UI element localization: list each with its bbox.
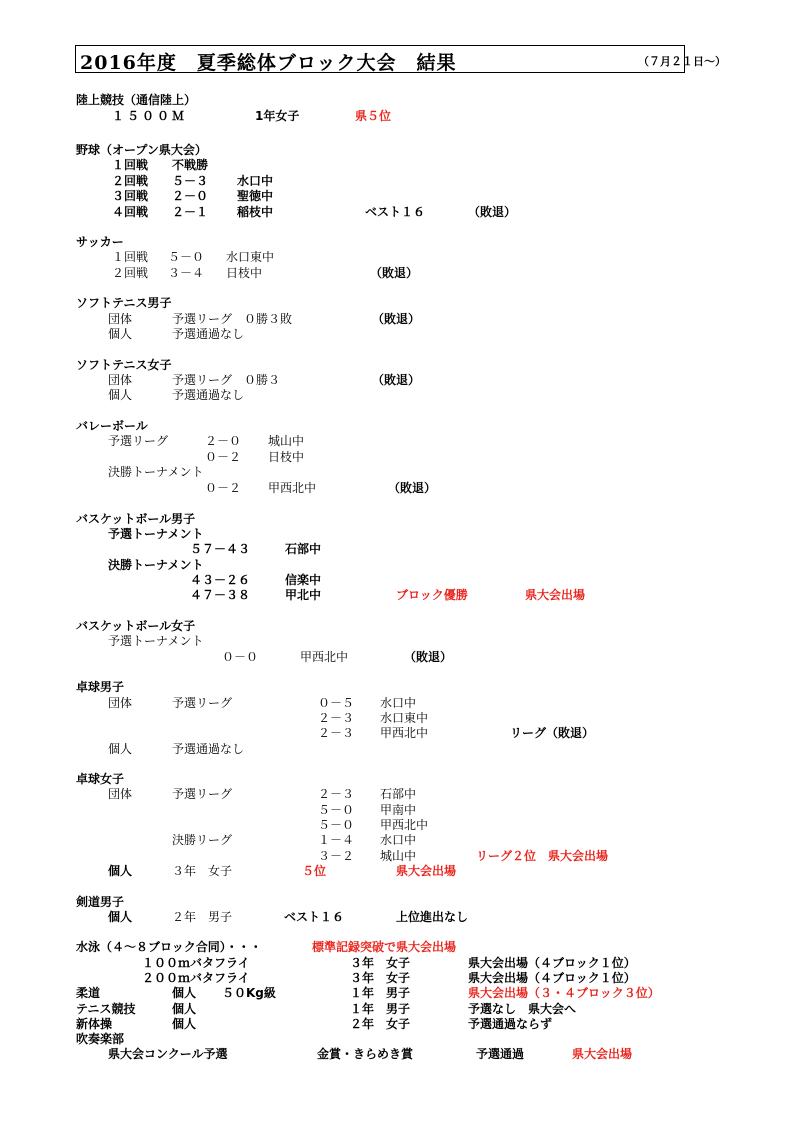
baseball-lost: （敗退） — [468, 205, 517, 219]
track-result: 県５位 — [355, 109, 392, 123]
tennis-indiv: 個人 — [172, 1002, 197, 1016]
band-pref: 県大会出場 — [572, 1047, 633, 1061]
kendo-result: 上位進出なし — [396, 910, 469, 924]
tennis-grade: １年 男子 — [350, 1002, 411, 1016]
tt-girls-score: ５－０ — [318, 803, 355, 817]
tt-girls-opponent: 城山中 — [380, 849, 417, 863]
swim-note: 標準記録突破で県大会出場 — [312, 940, 457, 954]
kendo-grade: ２年 男子 — [172, 910, 233, 924]
band-contest: 県大会コンクール予選 — [108, 1047, 228, 1061]
tt-girls-heading: 卓球女子 — [76, 772, 125, 786]
volleyball-opponent: 城山中 — [268, 434, 305, 448]
tt-boys-opponent: 甲西北中 — [380, 726, 429, 740]
tt-girls-prelim: 予選リーグ — [172, 787, 233, 801]
bb-boys-score: ４３－２６ — [190, 573, 251, 587]
tennis-result: 予選なし 県大会へ — [468, 1002, 577, 1016]
bb-boys-opponent: 信楽中 — [285, 573, 322, 587]
track-event: １５００Ｍ — [112, 109, 188, 123]
gym-result: 予選通過ならず — [468, 1017, 553, 1031]
bb-girls-score: ０－０ — [222, 650, 259, 664]
tennis-boys-heading: ソフトテニス男子 — [76, 296, 172, 310]
baseball-score: ２－１ — [172, 205, 209, 219]
tt-boys-score: ０－５ — [318, 696, 355, 710]
tt-boys-opponent: 水口東中 — [380, 711, 429, 725]
baseball-round: ３回戦 — [112, 189, 149, 203]
volleyball-lost: （敗退） — [388, 481, 437, 495]
baseball-opponent: 聖徳中 — [237, 189, 274, 203]
baseball-opponent: 稲枝中 — [237, 205, 274, 219]
bb-boys-opponent: 甲北中 — [285, 588, 322, 602]
bb-boys-pref: 県大会出場 — [525, 588, 586, 602]
kendo-best: ベスト１６ — [284, 910, 345, 924]
volleyball-score: ０－２ — [205, 450, 242, 464]
tennis-girls-heading: ソフトテニス女子 — [76, 358, 172, 372]
swim-result: 県大会出場（４ブロック１位） — [468, 971, 636, 985]
tennis-girls-lost: （敗退） — [372, 373, 421, 387]
tt-girls-opponent: 石部中 — [380, 787, 417, 801]
gym-name: 新体操 — [76, 1017, 113, 1031]
tt-boys-opponent: 水口中 — [380, 696, 417, 710]
soccer-round: １回戦 — [112, 250, 149, 264]
baseball-score: ２－０ — [172, 189, 209, 203]
tt-girls-indiv-rank: ５位 — [302, 864, 327, 878]
volleyball-prelim: 予選リーグ — [108, 434, 169, 448]
baseball-round: ２回戦 — [112, 174, 149, 188]
tennis-girls-team: 団体 — [108, 373, 133, 387]
volleyball-score: ０－２ — [205, 481, 242, 495]
tennis-girls-team-result: 予選リーグ ０勝３ — [172, 373, 281, 387]
tt-boys-league: リーグ（敗退） — [510, 726, 595, 740]
tt-girls-score: ５－０ — [318, 818, 355, 832]
judo-name: 柔道 — [76, 986, 101, 1000]
tt-boys-prelim: 予選リーグ — [172, 696, 233, 710]
bb-girls-lost: （敗退） — [404, 650, 453, 664]
swim-result: 県大会出場（４ブロック１位） — [468, 956, 636, 970]
tennis-boys-team: 団体 — [108, 312, 133, 326]
tennis-boys-indiv: 個人 — [108, 327, 133, 341]
tt-boys-team: 団体 — [108, 696, 133, 710]
tennis-name: テニス競技 — [76, 1002, 136, 1016]
swim-event: ２００ｍバタフライ — [142, 971, 250, 985]
tt-girls-indiv: 個人 — [108, 864, 133, 878]
tennis-girls-indiv: 個人 — [108, 388, 133, 402]
baseball-opponent: 水口中 — [237, 174, 274, 188]
tt-boys-heading: 卓球男子 — [76, 680, 125, 694]
gym-indiv: 個人 — [172, 1017, 197, 1031]
bb-boys-score: ４７－３８ — [190, 588, 251, 602]
soccer-round: ２回戦 — [112, 266, 149, 280]
volleyball-opponent: 甲西北中 — [268, 481, 317, 495]
swim-grade: ３年 女子 — [350, 971, 411, 985]
soccer-heading: サッカー — [76, 235, 124, 249]
tennis-boys-team-result: 予選リーグ ０勝３敗 — [172, 312, 293, 326]
page-date: （７月２１日～） — [638, 55, 726, 68]
bb-boys-final: 決勝トーナメント — [108, 558, 204, 572]
soccer-opponent: 日枝中 — [226, 266, 263, 280]
bb-boys-opponent: 石部中 — [285, 542, 322, 556]
soccer-lost: （敗退） — [370, 266, 419, 280]
tt-girls-opponent: 水口中 — [380, 833, 417, 847]
volleyball-score: ２－０ — [205, 434, 242, 448]
volleyball-opponent: 日枝中 — [268, 450, 305, 464]
tennis-boys-lost: （敗退） — [372, 312, 421, 326]
bb-boys-prelim: 予選トーナメント — [108, 527, 204, 541]
page-title: 2016年度 夏季総体ブロック大会 結果 — [80, 52, 457, 74]
swim-event: １００ｍバタフライ — [142, 956, 250, 970]
title-box — [75, 45, 726, 74]
tennis-boys-indiv-result: 予選通過なし — [172, 327, 245, 341]
tt-girls-indiv-pref: 県大会出場 — [396, 864, 457, 878]
kendo-heading: 剣道男子 — [76, 895, 125, 909]
soccer-score: ３－４ — [168, 266, 205, 280]
band-heading: 吹奏楽部 — [76, 1032, 125, 1046]
tt-boys-indiv-result: 予選通過なし — [172, 742, 245, 756]
baseball-round: １回戦 — [112, 158, 149, 172]
tt-girls-opponent: 甲西北中 — [380, 818, 429, 832]
tt-boys-score: ２－３ — [318, 726, 355, 740]
tt-girls-indiv-grade: ３年 女子 — [172, 864, 233, 878]
swim-grade: ３年 女子 — [350, 956, 411, 970]
baseball-heading: 野球（オープン県大会） — [76, 143, 207, 157]
volleyball-heading: バレーボール — [76, 419, 148, 433]
tt-boys-indiv: 個人 — [108, 742, 133, 756]
swim-heading: 水泳（４～８ブロック合同）・・・ — [76, 940, 262, 954]
band-pass: 予選通過 — [476, 1047, 525, 1061]
bb-boys-heading: バスケットボール男子 — [76, 512, 196, 526]
tt-girls-score: ３－２ — [318, 849, 355, 863]
tt-girls-score: ２－３ — [318, 787, 355, 801]
kendo-indiv: 個人 — [108, 910, 133, 924]
baseball-best: ベスト１６ — [365, 205, 426, 219]
tt-girls-opponent: 甲南中 — [380, 803, 417, 817]
tt-girls-team: 団体 — [108, 787, 133, 801]
bb-girls-opponent: 甲西北中 — [300, 650, 349, 664]
tt-girls-score: １－４ — [318, 833, 355, 847]
volleyball-final: 決勝トーナメント — [108, 465, 204, 479]
bb-boys-score: ５７－４３ — [190, 542, 251, 556]
band-award: 金賞・きらめき賞 — [317, 1047, 414, 1061]
tt-boys-score: ２－３ — [318, 711, 355, 725]
tt-girls-league2: リーグ２位 県大会出場 — [476, 849, 609, 863]
judo-indiv: 個人 — [172, 986, 197, 1000]
baseball-score: ５－３ — [172, 174, 209, 188]
track-heading: 陸上競技（通信陸上） — [76, 93, 197, 107]
judo-result: 県大会出場（３・４ブロック３位） — [468, 986, 660, 1000]
judo-class: ５０Kg級 — [222, 986, 276, 1000]
bb-girls-heading: バスケットボール女子 — [76, 619, 196, 633]
track-grade: 1年女子 — [255, 109, 300, 123]
bb-girls-prelim: 予選トーナメント — [108, 634, 204, 648]
baseball-score: 不戦勝 — [172, 158, 209, 172]
judo-grade: １年 男子 — [350, 986, 411, 1000]
soccer-opponent: 水口東中 — [226, 250, 275, 264]
bb-boys-win: ブロック優勝 — [396, 588, 468, 602]
baseball-round: ４回戦 — [112, 205, 149, 219]
tennis-girls-indiv-result: 予選通過なし — [172, 388, 245, 402]
soccer-score: ５－０ — [168, 250, 205, 264]
gym-grade: ２年 女子 — [350, 1017, 411, 1031]
tt-girls-final: 決勝リーグ — [172, 833, 233, 847]
